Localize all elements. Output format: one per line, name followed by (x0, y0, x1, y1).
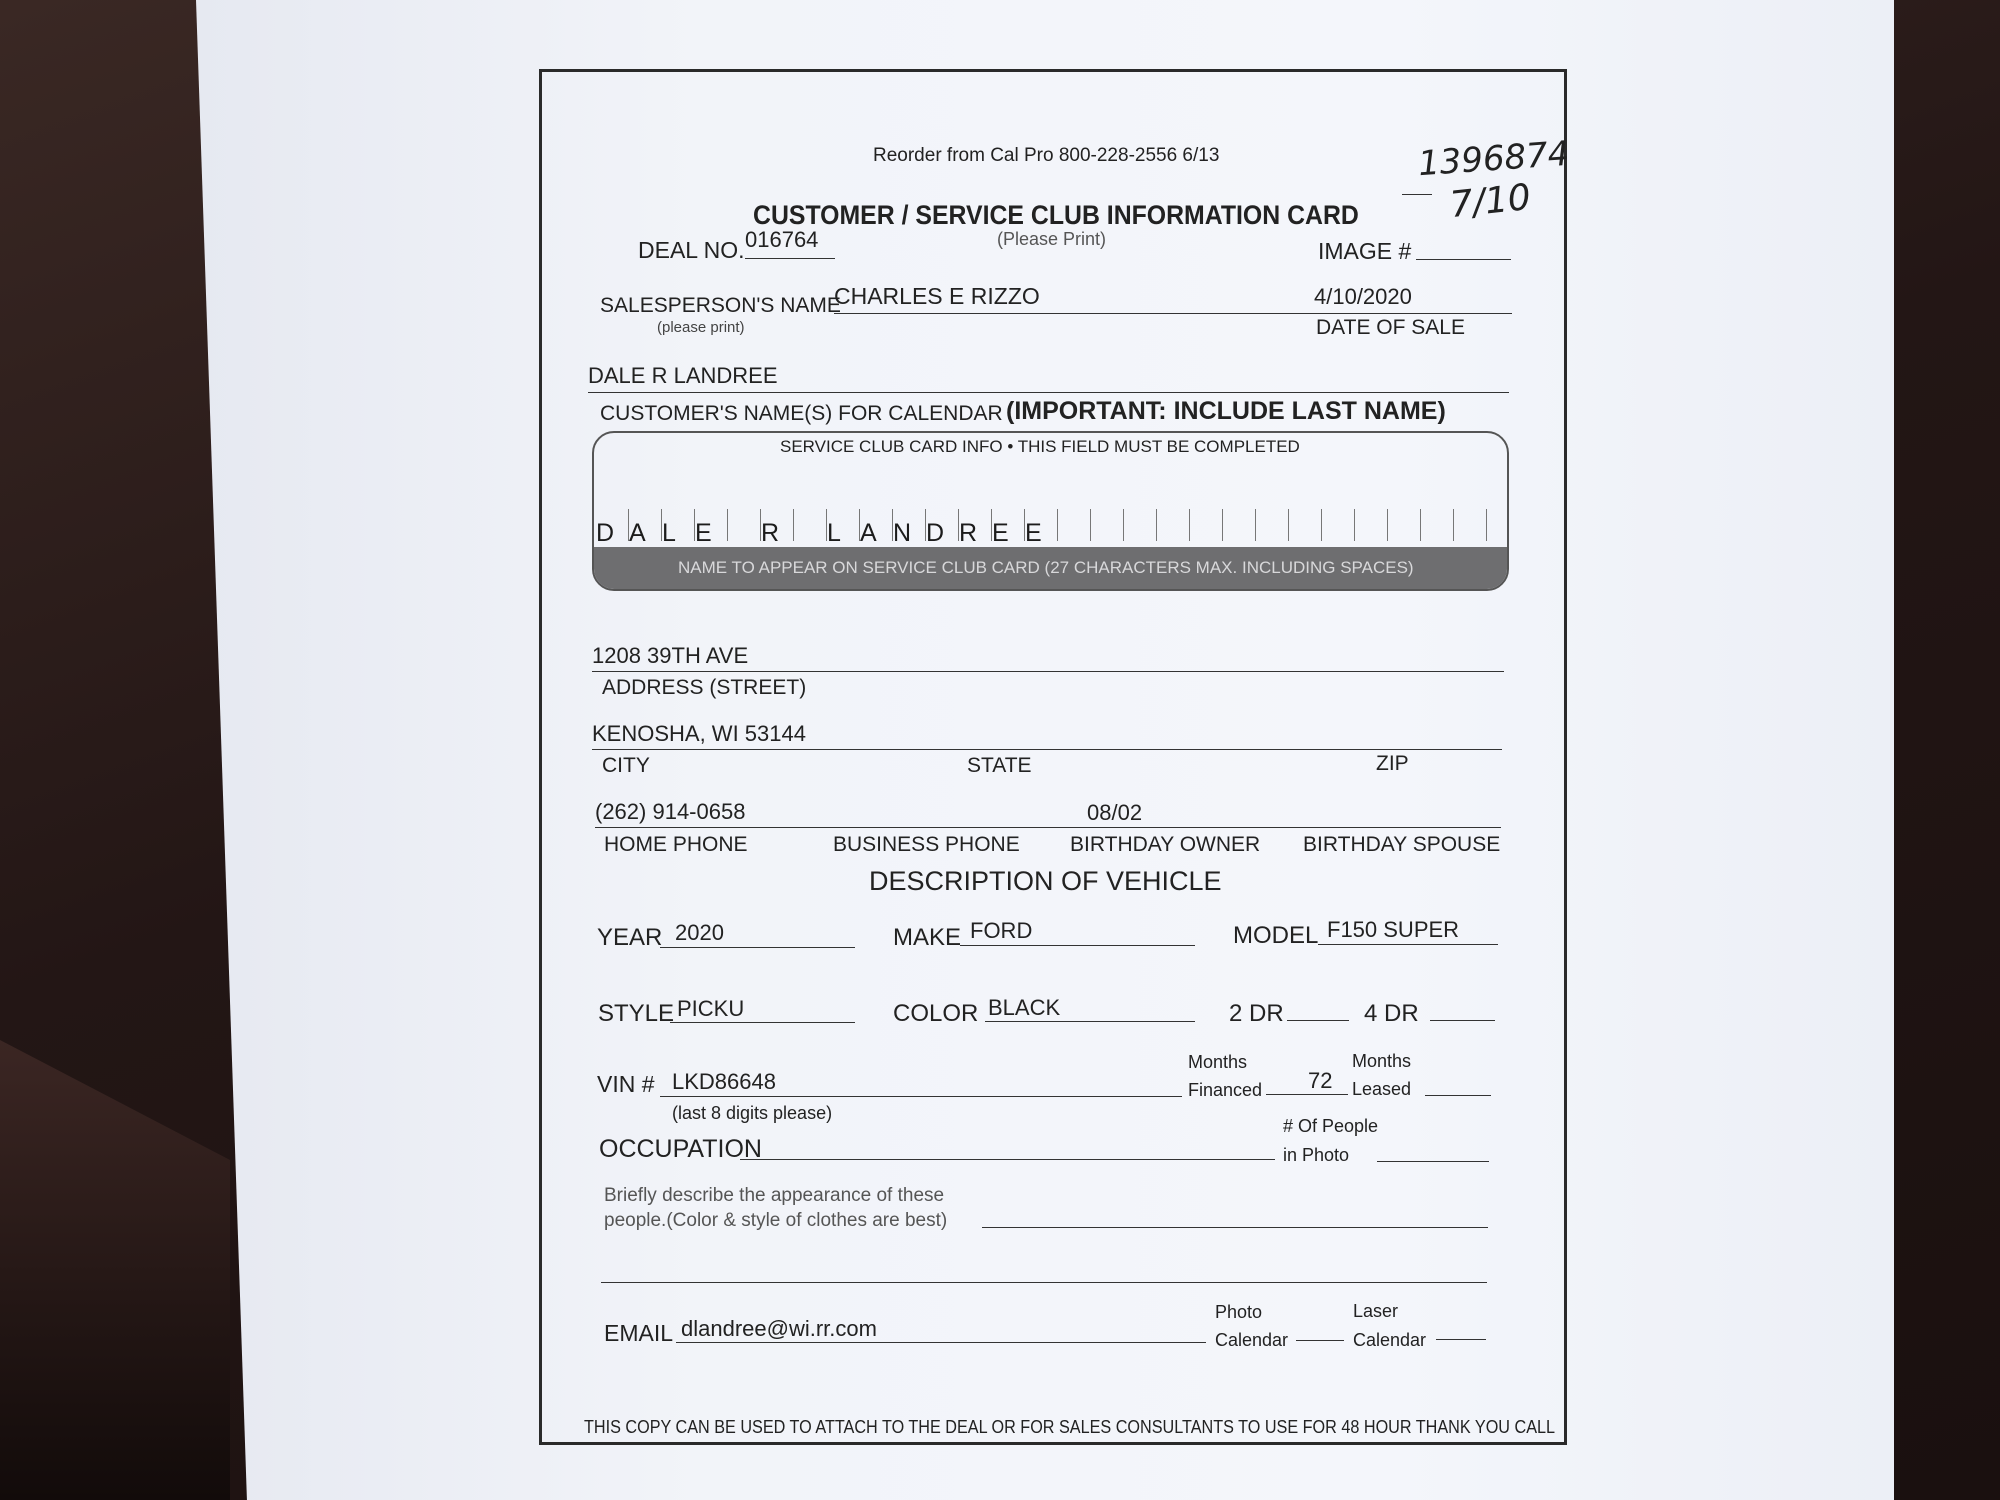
card-letter: A (860, 519, 878, 547)
color-value[interactable]: BLACK (988, 995, 1061, 1020)
describe-text-1: Briefly describe the appearance of these (604, 1185, 945, 1206)
customer-name-line (588, 392, 1509, 393)
deal-no-line (745, 258, 835, 259)
card-letter: E (992, 519, 1010, 547)
footer-note: THIS COPY CAN BE USED TO ATTACH TO THE DEAL OR FOR SALES CONSULTANTS TO USE FOR 48 HOUR THANK YOU CALL (584, 1417, 1556, 1437)
two-door-label: 2 DR (1229, 1000, 1284, 1027)
deal-no-label: DEAL NO. (638, 237, 745, 263)
date-of-sale-label: DATE OF SALE (1316, 316, 1465, 339)
four-door-label: 4 DR (1364, 1000, 1419, 1027)
card-letter: E (695, 519, 713, 547)
city-state-zip-value[interactable]: KENOSHA, WI 53144 (592, 721, 806, 746)
handwritten-dash (1402, 194, 1432, 195)
form-title: CUSTOMER / SERVICE CLUB INFORMATION CARD (753, 200, 1359, 230)
home-phone-value[interactable]: (262) 914-0658 (595, 799, 746, 824)
salesperson-sub-label: (please print) (657, 319, 745, 336)
months-leased-label-1: Months (1352, 1051, 1412, 1071)
email-label: EMAIL (604, 1320, 674, 1346)
laser-calendar-label-1: Laser (1353, 1301, 1399, 1321)
months-leased-line[interactable] (1425, 1095, 1491, 1096)
card-info-title: SERVICE CLUB CARD INFO • THIS FIELD MUST BE COMPLETED (780, 437, 1300, 456)
card-name-band (594, 547, 1507, 589)
photo-calendar-label-2: Calendar (1215, 1330, 1289, 1350)
email-line (676, 1342, 1206, 1343)
card-letter: L (827, 519, 842, 547)
card-letter: A (629, 519, 647, 547)
vin-value[interactable]: LKD86648 (672, 1069, 776, 1094)
people-line[interactable] (1377, 1161, 1489, 1162)
make-line (960, 945, 1195, 946)
state-label: STATE (967, 754, 1032, 777)
model-line (1318, 944, 1498, 945)
business-phone-label: BUSINESS PHONE (833, 833, 1020, 856)
date-of-sale-value[interactable]: 4/10/2020 (1314, 284, 1412, 309)
make-value[interactable]: FORD (970, 918, 1033, 943)
form-border (539, 69, 1567, 1445)
zip-label: ZIP (1376, 752, 1409, 775)
style-label: STYLE (598, 1000, 675, 1027)
two-door-line[interactable] (1287, 1020, 1349, 1021)
card-letter: D (926, 519, 946, 547)
style-line (670, 1022, 855, 1023)
months-financed-value[interactable]: 72 (1308, 1068, 1333, 1093)
please-print-note: (Please Print) (997, 229, 1107, 249)
year-value[interactable]: 2020 (675, 920, 724, 945)
phone-line (595, 827, 1501, 828)
describe-line-1[interactable] (982, 1227, 1488, 1228)
address-line (592, 671, 1504, 672)
handwritten-date: 7/10 (1448, 176, 1533, 227)
customer-name-label: CUSTOMER'S NAME(S) FOR CALENDAR (600, 402, 1003, 425)
salesperson-value[interactable]: CHARLES E RIZZO (834, 283, 1040, 309)
months-financed-label-1: Months (1188, 1052, 1248, 1072)
months-financed-line (1266, 1094, 1348, 1095)
card-letter: E (1025, 519, 1043, 547)
months-leased-label-2: Leased (1352, 1079, 1412, 1099)
describe-line-2[interactable] (601, 1282, 1487, 1283)
people-label-2: in Photo (1283, 1145, 1350, 1165)
laser-calendar-label-2: Calendar (1353, 1330, 1427, 1350)
deal-no-value[interactable]: 016764 (745, 227, 819, 252)
image-no-line[interactable] (1416, 259, 1511, 260)
photo-calendar-label-1: Photo (1215, 1302, 1263, 1322)
salesperson-line (834, 313, 1512, 314)
card-letter: N (893, 519, 913, 547)
birthday-spouse-label: BIRTHDAY SPOUSE (1303, 833, 1501, 856)
describe-text-2: people.(Color & style of clothes are best) (604, 1210, 948, 1231)
service-club-card-box[interactable] (592, 431, 1509, 591)
city-line (592, 749, 1502, 750)
birthday-owner-label: BIRTHDAY OWNER (1070, 833, 1261, 856)
four-door-line[interactable] (1430, 1020, 1495, 1021)
customer-name-value[interactable]: DALE R LANDREE (588, 363, 778, 388)
reorder-text: Reorder from Cal Pro 800-228-2556 6/13 (873, 145, 1220, 166)
important-note: (IMPORTANT: INCLUDE LAST NAME) (1006, 397, 1446, 425)
card-letter: L (662, 519, 677, 547)
city-label: CITY (602, 754, 650, 777)
card-letter: D (596, 519, 616, 547)
email-value[interactable]: dlandree@wi.rr.com (681, 1316, 877, 1341)
year-line (660, 947, 855, 948)
make-label: MAKE (893, 924, 962, 951)
people-label-1: # Of People (1283, 1116, 1379, 1136)
vin-label: VIN # (597, 1071, 655, 1097)
months-financed-label-2: Financed (1188, 1080, 1263, 1100)
salesperson-label: SALESPERSON'S NAME (600, 294, 841, 317)
occupation-line[interactable] (740, 1159, 1275, 1160)
occupation-label: OCCUPATION (599, 1135, 762, 1163)
image-no-label: IMAGE # (1318, 238, 1412, 264)
color-label: COLOR (893, 1000, 979, 1027)
card-letter: R (959, 519, 979, 547)
model-value[interactable]: F150 SUPER (1327, 917, 1460, 942)
model-label: MODEL (1233, 922, 1319, 949)
card-band-text: NAME TO APPEAR ON SERVICE CLUB CARD (27 CHARACTERS MAX. INCLUDING SPACES) (678, 558, 1414, 577)
handwritten-number: 1396874 (1416, 133, 1571, 185)
address-value[interactable]: 1208 39TH AVE (592, 643, 749, 668)
address-label: ADDRESS (STREET) (602, 676, 807, 699)
photo-calendar-line[interactable] (1296, 1340, 1344, 1341)
laser-calendar-line[interactable] (1436, 1339, 1486, 1340)
vin-line (660, 1096, 1182, 1097)
vehicle-heading: DESCRIPTION OF VEHICLE (869, 866, 1222, 896)
vin-sub-label: (last 8 digits please) (672, 1103, 833, 1123)
card-letter: R (761, 519, 781, 547)
home-phone-label: HOME PHONE (604, 833, 748, 856)
year-label: YEAR (597, 924, 663, 951)
color-line (985, 1021, 1195, 1022)
style-value[interactable]: PICKU (677, 996, 745, 1021)
birthday-owner-value[interactable]: 08/02 (1087, 800, 1143, 825)
